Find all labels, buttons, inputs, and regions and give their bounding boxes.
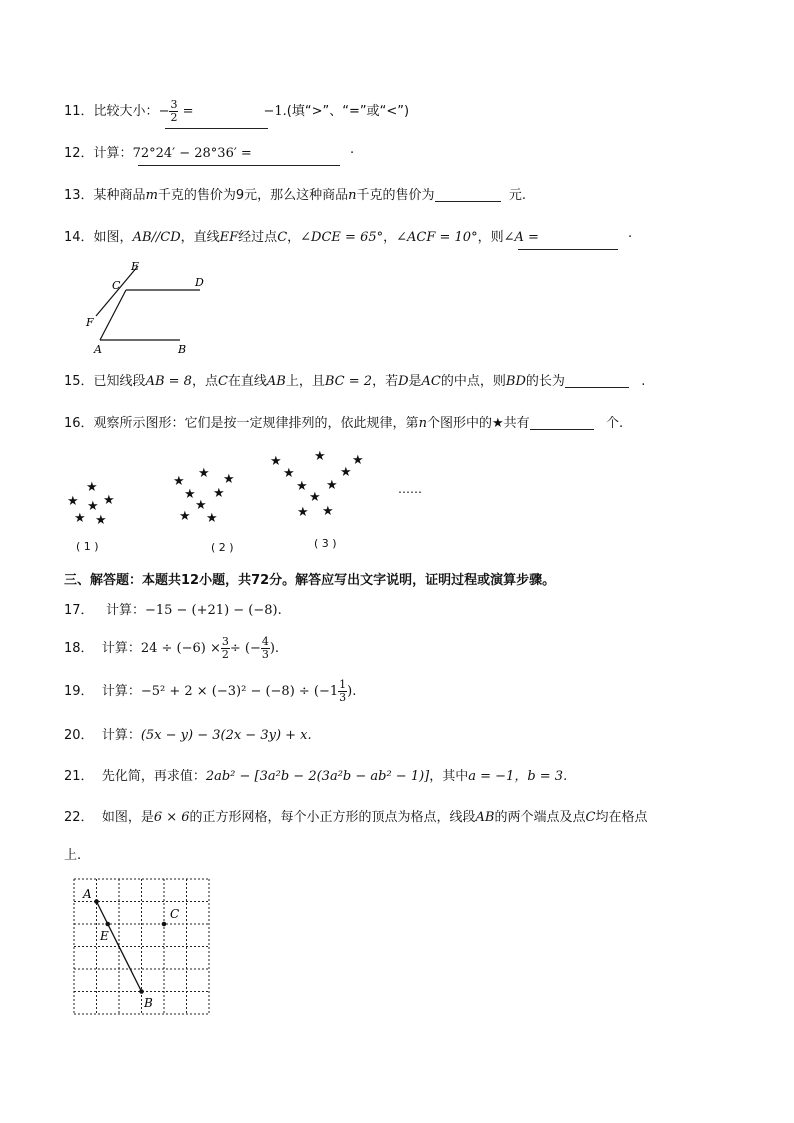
fraction-denominator: 2 [170, 111, 178, 124]
expression: (5x − y) − 3(2x − 3y) + x. [140, 728, 312, 743]
star-icon: ★ [314, 449, 326, 464]
text-part: 个. [606, 416, 624, 431]
star-icon: ★ [87, 499, 99, 514]
star-icon: ★ [309, 490, 321, 505]
star-icon: ★ [283, 466, 295, 481]
text-part: 的正方形网格，每个小正方形的顶点为格点，线段 [189, 810, 476, 825]
math: EF [219, 230, 239, 245]
answer-blank-16[interactable] [530, 415, 594, 430]
text-part: 的中点，则 [440, 374, 506, 389]
equals: = [178, 104, 194, 119]
fraction-numerator: 3 [170, 98, 178, 111]
text-part: ，若 [372, 374, 399, 389]
fraction-denominator: 2 [221, 648, 229, 661]
math: C [277, 230, 288, 245]
question-20 [64, 724, 312, 743]
question-18 [64, 636, 279, 661]
text-part: 的长为 [525, 374, 565, 389]
star-icon: ★ [326, 478, 338, 493]
text-part: 如图， [93, 230, 133, 245]
star-icon: ★ [95, 513, 107, 528]
answer-blank-13[interactable] [435, 187, 501, 202]
text-part: ， [287, 230, 301, 245]
star-icon: ★ [491, 416, 504, 431]
text-part: 元. [508, 188, 526, 203]
question-15 [64, 370, 645, 389]
math-var: n [348, 188, 357, 203]
text-part: 计算： [101, 728, 141, 743]
question-number: 11． [64, 104, 94, 119]
star-icon: ★ [213, 486, 225, 501]
label-d: D [195, 276, 204, 289]
question-number: 12． [64, 146, 94, 161]
text-part: . [641, 374, 646, 389]
question-number: 13． [64, 188, 94, 203]
point-b [139, 989, 144, 994]
text-part: 千克的售价为 [356, 188, 435, 203]
expression: 72°24′ − 28°36′ = [132, 146, 252, 161]
text-part: 如图，是 [101, 810, 154, 825]
label-c: C [112, 279, 121, 292]
star-icon: ★ [206, 511, 218, 526]
answer-blank-15[interactable] [565, 373, 629, 388]
caption-2: ( 2 ) [211, 541, 234, 554]
question-number: 19． [64, 684, 94, 699]
text-part: 某种商品 [93, 188, 146, 203]
question-16 [64, 412, 623, 431]
section-3-title: 三、解答题：本题共12小题，共72分。解答应写出文字说明，证明过程或演算步骤。 [64, 573, 556, 588]
math: AB [266, 374, 286, 389]
text-part: 共有 [503, 416, 530, 431]
label-b: B [178, 343, 187, 356]
text-part: 计算： [105, 603, 145, 618]
star-icon: ★ [340, 465, 352, 480]
question-number: 14． [64, 230, 94, 245]
star-icon: ★ [67, 494, 79, 509]
text-part: ，点 [191, 374, 218, 389]
question-number: 22． [64, 810, 94, 825]
math: 6 × 6 [153, 810, 190, 825]
expression: ). [347, 684, 357, 699]
question-22 [64, 806, 647, 825]
text-part: ，则 [477, 230, 504, 245]
parallel-lines-figure [80, 258, 210, 358]
expression: ÷ (− [229, 641, 261, 656]
condition: a = −1，b = 3. [468, 769, 568, 784]
star-icon: ★ [173, 474, 185, 489]
math-var: m [145, 188, 158, 203]
question-19 [64, 679, 356, 704]
math: ∠ACF = 10° [396, 230, 478, 245]
star-icon: ★ [86, 480, 98, 495]
end-period: . [628, 226, 633, 241]
question-21 [64, 765, 567, 784]
text-part: ，其中 [429, 769, 469, 784]
text-part: 先化简，再求值： [101, 769, 206, 784]
star-icon: ★ [270, 454, 282, 469]
text-part: 已知线段 [93, 374, 146, 389]
line-ac [100, 290, 126, 340]
question-number: 15． [64, 374, 94, 389]
question-22-cont: 上. [64, 848, 82, 863]
question-17 [64, 599, 282, 618]
text-part: 在直线 [227, 374, 267, 389]
caption-1: ( 1 ) [76, 540, 99, 553]
math: C [217, 374, 228, 389]
math: n [418, 416, 427, 431]
answer-blank-11[interactable] [165, 128, 268, 129]
question-text: 比较大小： [93, 104, 159, 119]
hint: (填“>”、“=”或“<”) [286, 104, 410, 119]
label-e: E [131, 260, 140, 273]
text-part: 均在格点 [595, 810, 648, 825]
square-grid-figure [72, 877, 212, 1017]
expression: −15 − (+21) − (−8). [144, 603, 282, 618]
caption-3: ( 3 ) [314, 537, 337, 550]
star-icon: ★ [198, 466, 210, 481]
fraction-denominator: 3 [339, 691, 347, 704]
question-number: 17． [64, 603, 94, 618]
text-part: 观察所示图形：它们是按一定规律排列的，依此规律，第 [93, 416, 419, 431]
fraction [338, 679, 347, 704]
question-number: 20． [64, 728, 94, 743]
question-text: 计算： [93, 146, 133, 161]
question-12 [64, 142, 252, 161]
text-part: 个图形中的 [426, 416, 492, 431]
label-f: F [86, 316, 94, 329]
star-icon: ★ [195, 498, 207, 513]
math: AB [475, 810, 495, 825]
star-icon: ★ [179, 509, 191, 524]
fraction [221, 636, 230, 661]
star-icon: ★ [74, 511, 86, 526]
math: ∠DCE = 65° [300, 230, 384, 245]
expression: −5² + 2 × (−3)² − (−8) ÷ (−1 [140, 684, 339, 699]
minus-sign: − [158, 104, 170, 119]
star-icon: ★ [352, 453, 364, 468]
point-c [162, 922, 167, 927]
ellipsis: …… [398, 482, 422, 496]
math: C [585, 810, 596, 825]
label-b: B [144, 996, 153, 1010]
math: BC = 2 [324, 374, 373, 389]
rhs: −1. [263, 104, 287, 119]
text-part: 经过点 [238, 230, 278, 245]
fraction-denominator: 3 [261, 648, 269, 661]
text-part: 的两个端点及点 [494, 810, 586, 825]
expression: 24 ÷ (−6) × [140, 641, 221, 656]
math: ∠A = [503, 230, 539, 245]
text-part: ， [383, 230, 397, 245]
label-a: A [94, 343, 102, 356]
fraction-numerator: 1 [339, 678, 347, 691]
end-period: . [350, 142, 355, 157]
question-14 [64, 226, 539, 245]
math: BD [505, 374, 526, 389]
point-e [105, 922, 110, 927]
question-11 [64, 99, 409, 124]
fraction-numerator: 3 [221, 635, 229, 648]
text-part: 计算： [101, 684, 141, 699]
question-number: 16． [64, 416, 94, 431]
star-icon: ★ [103, 493, 115, 508]
text-part: ，直线 [180, 230, 220, 245]
text-part: 上，且 [285, 374, 325, 389]
label-a: A [83, 887, 92, 901]
star-icon: ★ [184, 487, 196, 502]
math: D [398, 374, 409, 389]
expression: ). [269, 641, 280, 656]
answer-blank-14[interactable] [518, 249, 618, 250]
question-number: 21． [64, 769, 94, 784]
point-a [94, 899, 99, 904]
text-part: 是 [408, 374, 422, 389]
star-icon: ★ [297, 505, 309, 520]
math: AC [421, 374, 441, 389]
label-e: E [100, 929, 109, 943]
question-13 [64, 184, 526, 203]
fraction-numerator: 4 [261, 635, 269, 648]
text-part: 千克的售价为9元，那么这种商品 [157, 188, 349, 203]
text-part: 计算： [101, 641, 141, 656]
expression: 2ab² − [3a²b − 2(3a²b − ab² − 1)] [205, 769, 430, 784]
label-c: C [170, 907, 180, 921]
star-icon: ★ [322, 504, 334, 519]
math: AB//CD [132, 230, 181, 245]
star-icon: ★ [223, 472, 235, 487]
answer-blank-12[interactable] [138, 165, 340, 166]
star-icon: ★ [296, 479, 308, 494]
fraction [261, 636, 270, 661]
math: AB = 8 [145, 374, 192, 389]
question-number: 18． [64, 641, 94, 656]
